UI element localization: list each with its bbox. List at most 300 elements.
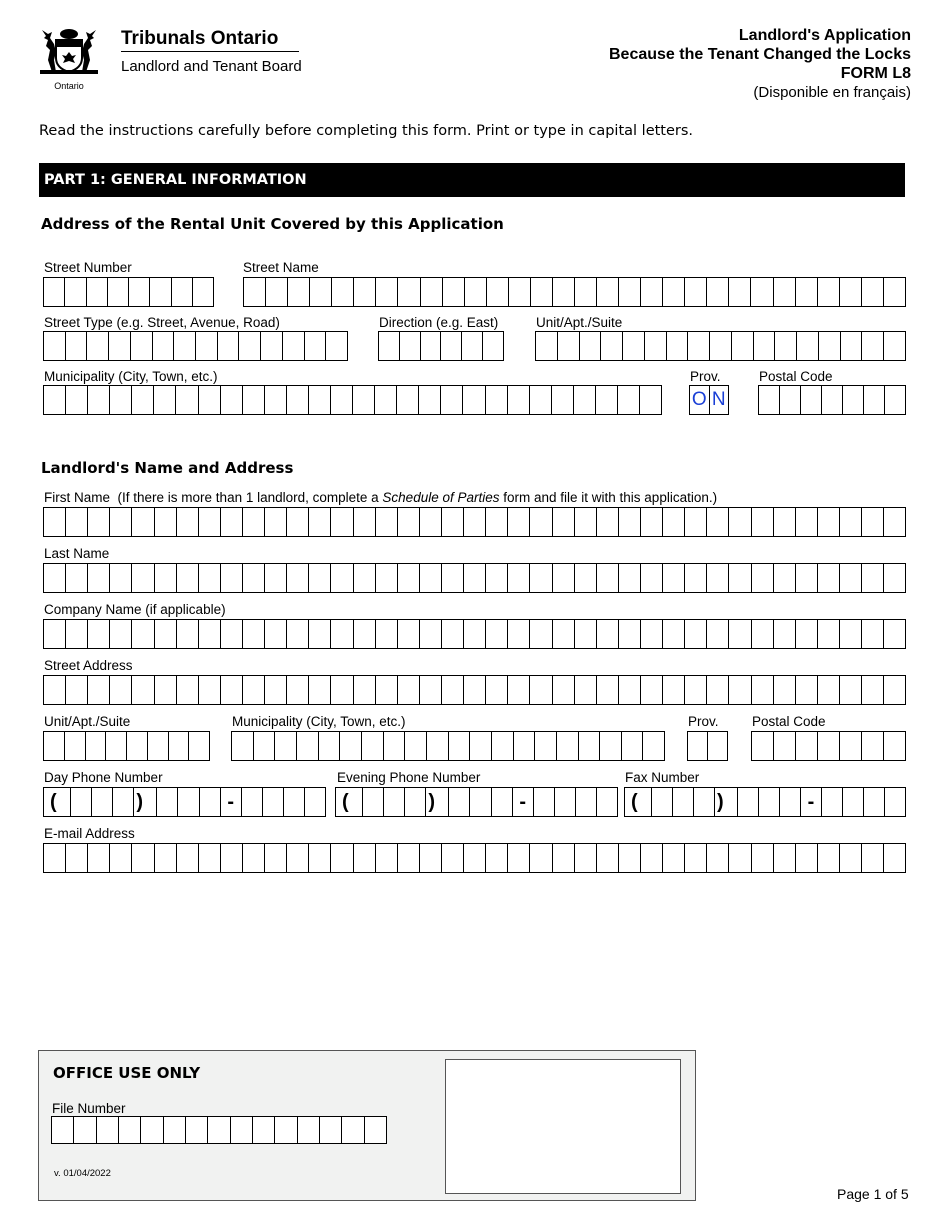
char-cell <box>88 676 110 704</box>
char-cell <box>287 564 309 592</box>
char-cell <box>534 788 555 816</box>
char-cell <box>174 332 196 360</box>
char-cell <box>597 508 619 536</box>
char-cell <box>155 676 177 704</box>
char-cell <box>177 620 199 648</box>
char-cell <box>796 676 818 704</box>
char-cell <box>44 620 66 648</box>
office-use-panel <box>38 1050 696 1201</box>
company-name-label: Company Name (if applicable) <box>44 602 226 617</box>
char-cell <box>86 732 107 760</box>
fax-field[interactable] <box>624 787 906 817</box>
char-cell <box>88 386 110 414</box>
char-cell <box>774 844 796 872</box>
char-cell <box>663 844 685 872</box>
direction-label: Direction (e.g. East) <box>379 315 499 330</box>
landlord-unit-label: Unit/Apt./Suite <box>44 714 131 729</box>
char-cell <box>131 332 153 360</box>
char-cell <box>442 564 464 592</box>
char-cell <box>363 788 384 816</box>
day-phone-label: Day Phone Number <box>44 770 163 785</box>
char-cell <box>819 332 841 360</box>
evening-phone-field[interactable] <box>335 787 618 817</box>
char-cell <box>155 564 177 592</box>
char-cell <box>641 620 663 648</box>
char-cell <box>796 844 818 872</box>
char-cell <box>398 844 420 872</box>
part1-heading: PART 1: GENERAL INFORMATION <box>44 172 307 188</box>
char-cell <box>492 788 513 816</box>
char-cell <box>885 788 905 816</box>
street-address-label: Street Address <box>44 658 133 673</box>
landlord-municipality-field[interactable] <box>231 731 665 761</box>
char-cell <box>242 788 263 816</box>
day-phone-field[interactable] <box>43 787 326 817</box>
char-cell <box>243 620 265 648</box>
char-cell <box>88 620 110 648</box>
char-cell <box>862 676 884 704</box>
ontario-crest-logo <box>36 26 102 92</box>
char-cell <box>619 564 641 592</box>
char-cell <box>774 732 796 760</box>
char-cell <box>843 386 864 414</box>
char-cell <box>65 732 86 760</box>
landlord-unit-field[interactable] <box>43 731 210 761</box>
char-cell <box>177 564 199 592</box>
char-cell <box>840 508 862 536</box>
char-cell <box>243 564 265 592</box>
char-cell <box>619 620 641 648</box>
char-cell <box>132 844 154 872</box>
direction-field[interactable] <box>378 331 504 361</box>
char-cell <box>384 732 406 760</box>
char-cell <box>221 676 243 704</box>
char-cell <box>298 1117 320 1143</box>
char-cell <box>261 332 283 360</box>
char-cell <box>88 508 110 536</box>
first-name-note-b: form and file it with this application.) <box>499 490 718 505</box>
prov-char-2: N <box>711 389 726 410</box>
char-cell <box>840 844 862 872</box>
char-cell <box>110 508 132 536</box>
char-cell <box>44 564 66 592</box>
landlord-postal-label: Postal Code <box>752 714 826 729</box>
char-cell <box>641 844 663 872</box>
char-cell <box>193 278 213 306</box>
char-cell <box>243 676 265 704</box>
char-cell <box>843 788 864 816</box>
char-cell <box>66 676 88 704</box>
phone-open-paren: ( <box>625 788 652 816</box>
char-cell <box>420 564 442 592</box>
char-cell <box>596 386 618 414</box>
char-cell <box>172 278 193 306</box>
char-cell <box>597 844 619 872</box>
first-name-label-text: First Name <box>44 490 111 505</box>
char-cell <box>309 844 331 872</box>
char-cell <box>132 386 154 414</box>
char-cell <box>132 508 154 536</box>
char-cell <box>218 332 240 360</box>
char-cell <box>178 788 199 816</box>
char-cell <box>597 676 619 704</box>
char-cell <box>405 732 427 760</box>
char-cell <box>309 620 331 648</box>
char-cell <box>397 386 419 414</box>
char-cell <box>663 508 685 536</box>
char-cell <box>470 788 491 816</box>
street-type-field[interactable] <box>43 331 348 361</box>
char-cell <box>110 620 132 648</box>
char-cell <box>177 676 199 704</box>
char-cell <box>221 620 243 648</box>
char-cell <box>177 844 199 872</box>
char-cell <box>398 564 420 592</box>
municipality-field[interactable] <box>43 385 662 415</box>
char-cell <box>574 386 596 414</box>
char-cell <box>309 508 331 536</box>
char-cell <box>796 620 818 648</box>
char-cell <box>148 732 169 760</box>
char-cell <box>119 1117 141 1143</box>
first-name-field[interactable] <box>43 507 906 537</box>
org-name: Tribunals Ontario <box>121 28 279 49</box>
char-cell <box>862 844 884 872</box>
char-cell <box>685 620 707 648</box>
char-cell <box>420 508 442 536</box>
char-cell <box>243 844 265 872</box>
char-cell <box>818 508 840 536</box>
char-cell <box>796 732 818 760</box>
char-cell <box>707 844 729 872</box>
char-cell <box>243 508 265 536</box>
char-cell <box>818 676 840 704</box>
char-cell <box>553 278 575 306</box>
char-cell <box>199 620 221 648</box>
char-cell <box>885 386 905 414</box>
char-cell <box>199 844 221 872</box>
phone-open-paren: ( <box>336 788 363 816</box>
part1-heading-bar <box>39 163 905 197</box>
char-cell <box>619 676 641 704</box>
char-cell <box>398 676 420 704</box>
char-cell <box>673 788 694 816</box>
char-cell <box>287 508 309 536</box>
char-cell <box>509 278 531 306</box>
char-cell <box>189 732 209 760</box>
char-cell <box>738 788 759 816</box>
char-cell <box>822 386 843 414</box>
char-cell <box>601 332 623 360</box>
char-cell <box>774 676 796 704</box>
char-cell <box>275 1117 297 1143</box>
char-cell <box>443 278 465 306</box>
phone-open-paren: ( <box>44 788 71 816</box>
char-cell <box>487 278 509 306</box>
rental-unit-heading: Address of the Rental Unit Covered by this Application <box>41 215 504 233</box>
char-cell <box>254 732 276 760</box>
char-cell <box>685 844 707 872</box>
char-cell <box>508 564 530 592</box>
char-cell <box>127 732 148 760</box>
char-cell <box>398 508 420 536</box>
char-cell <box>707 564 729 592</box>
phone-dash: - <box>513 788 534 816</box>
char-cell <box>486 844 508 872</box>
char-cell <box>575 508 597 536</box>
char-cell <box>284 788 305 816</box>
char-cell <box>619 508 641 536</box>
char-cell <box>464 508 486 536</box>
char-cell <box>309 386 331 414</box>
char-cell <box>575 564 597 592</box>
street-number-label: Street Number <box>44 260 132 275</box>
char-cell <box>884 508 905 536</box>
char-cell <box>530 676 552 704</box>
char-cell <box>52 1117 74 1143</box>
version-text: v. 01/04/2022 <box>54 1168 111 1179</box>
char-cell <box>376 278 398 306</box>
municipality-label: Municipality (City, Town, etc.) <box>44 369 218 384</box>
char-cell <box>553 676 575 704</box>
french-note: (Disponible en français) <box>753 84 911 101</box>
char-cell <box>231 1117 253 1143</box>
char-cell <box>441 386 463 414</box>
char-cell <box>557 732 579 760</box>
rental-unit-field[interactable] <box>535 331 906 361</box>
char-cell <box>694 788 715 816</box>
evening-phone-label: Evening Phone Number <box>337 770 481 785</box>
char-cell <box>508 676 530 704</box>
street-name-label: Street Name <box>243 260 319 275</box>
char-cell <box>87 332 109 360</box>
char-cell <box>486 508 508 536</box>
page-number: Page 1 of 5 <box>837 1186 909 1202</box>
char-cell <box>884 676 905 704</box>
char-cell <box>732 332 754 360</box>
landlord-postal-field[interactable] <box>751 731 906 761</box>
char-cell <box>88 564 110 592</box>
char-cell <box>641 508 663 536</box>
street-name-field[interactable] <box>243 277 906 307</box>
char-cell <box>663 676 685 704</box>
street-number-field[interactable] <box>43 277 214 307</box>
phone-close-paren: ) <box>715 788 738 816</box>
char-cell <box>553 564 575 592</box>
char-cell <box>685 676 707 704</box>
char-cell <box>464 844 486 872</box>
char-cell <box>331 386 353 414</box>
char-cell <box>530 844 552 872</box>
char-cell <box>310 278 332 306</box>
char-cell <box>186 1117 208 1143</box>
char-cell <box>199 386 221 414</box>
char-cell <box>442 620 464 648</box>
company-name-field[interactable] <box>43 619 906 649</box>
char-cell <box>643 732 664 760</box>
char-cell <box>421 278 443 306</box>
char-cell <box>265 386 287 414</box>
char-cell <box>177 508 199 536</box>
char-cell <box>449 732 471 760</box>
prov-label: Prov. <box>690 369 721 384</box>
char-cell <box>110 844 132 872</box>
char-cell <box>376 564 398 592</box>
char-cell <box>109 332 131 360</box>
char-cell <box>552 386 574 414</box>
char-cell <box>818 564 840 592</box>
char-cell <box>600 732 622 760</box>
char-cell <box>66 332 88 360</box>
char-cell <box>66 508 88 536</box>
char-cell <box>645 332 667 360</box>
char-cell <box>331 676 353 704</box>
char-cell <box>266 278 288 306</box>
char-cell <box>97 1117 119 1143</box>
char-cell <box>132 564 154 592</box>
postal-code-label: Postal Code <box>759 369 833 384</box>
char-cell <box>92 788 113 816</box>
char-cell <box>110 386 132 414</box>
char-cell <box>331 564 353 592</box>
char-cell <box>780 788 801 816</box>
char-cell <box>376 676 398 704</box>
char-cell <box>331 620 353 648</box>
char-cell <box>575 620 597 648</box>
char-cell <box>263 788 284 816</box>
char-cell <box>199 676 221 704</box>
char-cell <box>840 732 862 760</box>
char-cell <box>155 844 177 872</box>
char-cell <box>530 508 552 536</box>
form-id: FORM L8 <box>840 65 911 82</box>
char-cell <box>688 732 708 760</box>
char-cell <box>354 620 376 648</box>
char-cell <box>44 386 66 414</box>
char-cell <box>752 844 774 872</box>
char-cell <box>759 788 780 816</box>
char-cell <box>221 386 243 414</box>
char-cell <box>164 1117 186 1143</box>
char-cell <box>754 332 776 360</box>
char-cell <box>752 564 774 592</box>
char-cell <box>530 564 552 592</box>
char-cell <box>597 278 619 306</box>
char-cell <box>801 386 822 414</box>
char-cell <box>729 620 751 648</box>
char-cell <box>129 278 150 306</box>
char-cell <box>707 676 729 704</box>
char-cell <box>864 788 885 816</box>
rental-unit-label: Unit/Apt./Suite <box>536 315 623 330</box>
char-cell <box>88 844 110 872</box>
char-cell <box>465 278 487 306</box>
char-cell <box>265 508 287 536</box>
char-cell <box>840 620 862 648</box>
char-cell <box>384 788 405 816</box>
char-cell <box>405 788 426 816</box>
street-address-field[interactable] <box>43 675 906 705</box>
fax-label: Fax Number <box>625 770 700 785</box>
char-cell <box>398 278 420 306</box>
postal-code-field[interactable] <box>758 385 906 415</box>
file-number-field[interactable] <box>51 1116 387 1144</box>
char-cell <box>462 332 483 360</box>
char-cell <box>884 844 905 872</box>
char-cell <box>641 676 663 704</box>
last-name-field[interactable] <box>43 563 906 593</box>
landlord-prov-field[interactable] <box>687 731 728 761</box>
char-cell <box>176 386 198 414</box>
char-cell <box>535 732 557 760</box>
char-cell <box>555 788 576 816</box>
landlord-municipality-label: Municipality (City, Town, etc.) <box>232 714 406 729</box>
char-cell <box>287 676 309 704</box>
char-cell <box>508 620 530 648</box>
char-cell <box>780 386 801 414</box>
coat-of-arms-icon <box>36 26 102 76</box>
char-cell <box>486 620 508 648</box>
char-cell <box>862 278 884 306</box>
char-cell <box>132 620 154 648</box>
email-field[interactable] <box>43 843 906 873</box>
prov-field[interactable] <box>689 385 729 415</box>
char-cell <box>576 788 597 816</box>
file-number-label: File Number <box>52 1101 126 1116</box>
char-cell <box>331 508 353 536</box>
char-cell <box>774 508 796 536</box>
char-cell <box>331 844 353 872</box>
form-title-line2: Because the Tenant Changed the Locks <box>609 46 911 63</box>
char-cell <box>305 788 325 816</box>
char-cell <box>774 278 796 306</box>
char-cell <box>287 844 309 872</box>
char-cell <box>376 620 398 648</box>
char-cell <box>884 332 905 360</box>
char-cell <box>580 332 602 360</box>
char-cell <box>157 788 178 816</box>
char-cell <box>332 278 354 306</box>
char-cell <box>309 564 331 592</box>
char-cell <box>71 788 92 816</box>
char-cell <box>44 508 66 536</box>
char-cell <box>707 508 729 536</box>
char-cell <box>818 844 840 872</box>
char-cell <box>508 508 530 536</box>
char-cell <box>464 676 486 704</box>
char-cell <box>619 844 641 872</box>
char-cell <box>287 620 309 648</box>
char-cell <box>420 676 442 704</box>
char-cell <box>354 676 376 704</box>
char-cell <box>153 332 175 360</box>
char-cell <box>221 508 243 536</box>
char-cell <box>155 620 177 648</box>
char-cell <box>796 508 818 536</box>
phone-dash: - <box>221 788 242 816</box>
char-cell <box>641 564 663 592</box>
char-cell <box>486 386 508 414</box>
char-cell <box>685 508 707 536</box>
char-cell <box>297 732 319 760</box>
char-cell <box>797 332 819 360</box>
char-cell <box>729 508 751 536</box>
char-cell <box>87 278 108 306</box>
char-cell <box>265 620 287 648</box>
char-cell <box>841 332 863 360</box>
char-cell <box>342 1117 364 1143</box>
char-cell <box>265 564 287 592</box>
